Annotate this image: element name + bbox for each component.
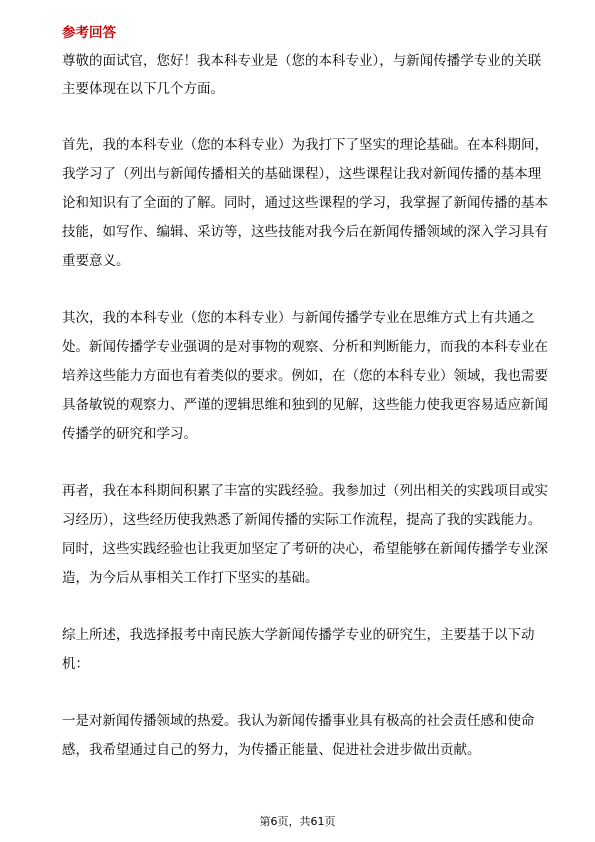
text-line: 传播学的研究和学习。 (62, 426, 197, 442)
text-line: 主要体现在以下几个方面。 (62, 81, 224, 97)
text-line: 重要意义。 (62, 253, 130, 269)
text-line: 技能，如写作、编辑、采访等，这些技能对我今后在新闻传播领域的深入学习具有 (62, 224, 548, 240)
text-line: 论和知识有了全面的了解。同时，通过这些课程的学习，我掌握了新闻传播的基本 (62, 195, 548, 211)
answer-heading: 参考回答 (62, 25, 116, 41)
text-line: 具备敏锐的观察力、严谨的逻辑思维和独到的见解，这些能力使我更容易适应新闻 (62, 397, 548, 413)
page-number-footer: 第6页，共61页 (259, 815, 336, 828)
text-line: 感，我希望通过自己的努力，为传播正能量、促进社会进步做出贡献。 (62, 742, 481, 758)
text-line: 综上所述，我选择报考中南民族大学新闻传播学专业的研究生，主要基于以下动 (62, 627, 535, 643)
text-line: 培养这些能力方面也有着类似的要求。例如，在（您的本科专业）领域，我也需要 (62, 368, 548, 384)
text-line: 处。新闻传播学专业强调的是对事物的观察、分析和判断能力，而我的本科专业在 (62, 339, 548, 355)
text-line: 首先，我的本科专业（您的本科专业）为我打下了坚实的理论基础。在本科期间， (62, 137, 548, 153)
text-line: 一是对新闻传播领域的热爱。我认为新闻传播事业具有极高的社会责任感和使命 (62, 713, 535, 729)
text-line: 同时，这些实践经验也让我更加坚定了考研的决心，希望能够在新闻传播学专业深 (62, 541, 548, 557)
text-line: 机： (62, 656, 89, 672)
text-line: 尊敬的面试官，您好！我本科专业是（您的本科专业），与新闻传播学专业的关联 (62, 53, 542, 69)
text-line: 习经历），这些经历使我熟悉了新闻传播的实际工作流程，提高了我的实践能力。 (62, 512, 542, 528)
text-line: 造，为今后从事相关工作打下坚实的基础。 (62, 570, 319, 586)
text-line: 其次，我的本科专业（您的本科专业）与新闻传播学专业在思维方式上有共通之 (62, 310, 535, 326)
text-line: 再者，我在本科期间积累了丰富的实践经验。我参加过（列出相关的实践项目或实 (62, 483, 548, 499)
text-line: 我学习了（列出与新闻传播相关的基础课程），这些课程让我对新闻传播的基本理 (62, 166, 542, 182)
